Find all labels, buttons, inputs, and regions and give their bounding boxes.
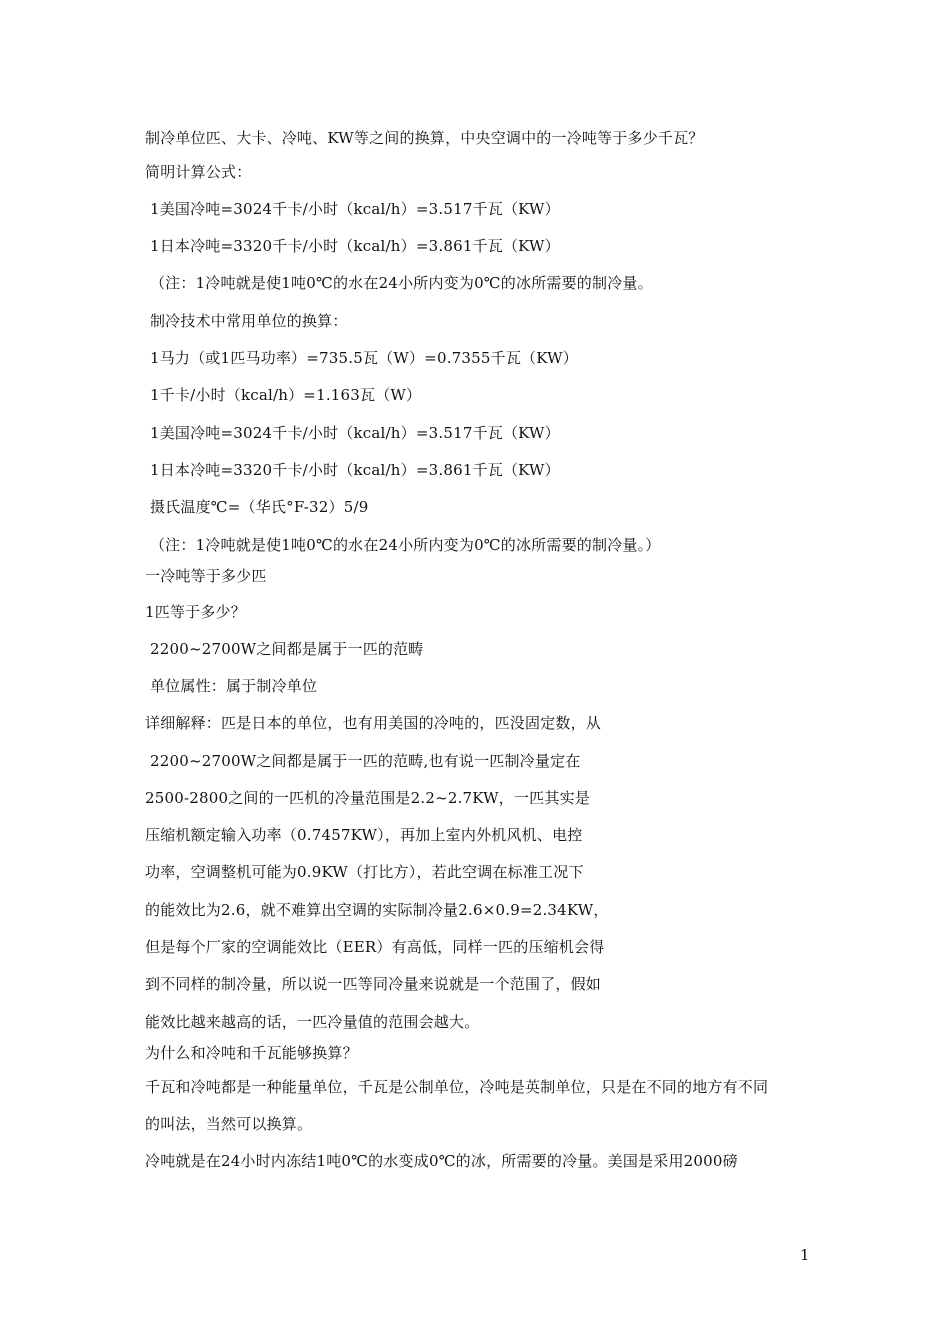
text-line: 的叫法，当然可以换算。 bbox=[145, 1115, 313, 1133]
text-line: 2200~2700W之间都是属于一匹的范畴,也有说一匹制冷量定在 bbox=[145, 752, 581, 770]
text-line: 2500-2800之间的一匹机的冷量范围是2.2~2.7KW，一匹其实是 bbox=[145, 789, 590, 807]
text-line: 冷吨就是在24小时内冻结1吨0℃的水变成0℃的冰，所需要的冷量。美国是采用2000磅 bbox=[145, 1152, 738, 1170]
text-line: 1日本冷吨=3320千卡/小时（kcal/h）=3.861千瓦（KW） bbox=[145, 461, 560, 479]
text-line: 详细解释：匹是日本的单位，也有用美国的冷吨的，匹没固定数，从 bbox=[145, 714, 602, 732]
text-line: 2200~2700W之间都是属于一匹的范畴 bbox=[145, 640, 424, 658]
text-line: 1美国冷吨=3024千卡/小时（kcal/h）=3.517千瓦（KW） bbox=[145, 200, 560, 218]
page-number: 1 bbox=[800, 1246, 810, 1264]
text-line: 的能效比为2.6，就不难算出空调的实际制冷量2.6×0.9=2.34KW， bbox=[145, 901, 609, 919]
text-line: 千瓦和冷吨都是一种能量单位，千瓦是公制单位，冷吨是英制单位，只是在不同的地方有不同 bbox=[145, 1078, 769, 1096]
text-line: 能效比越来越高的话，一匹冷量值的范围会越大。 bbox=[145, 1013, 480, 1031]
text-line: 简明计算公式： bbox=[145, 163, 252, 181]
text-line: 1日本冷吨=3320千卡/小时（kcal/h）=3.861千瓦（KW） bbox=[145, 237, 560, 255]
text-line: 摄氏温度℃=（华氏°F-32）5/9 bbox=[145, 498, 369, 516]
text-line: 但是每个厂家的空调能效比（EER）有高低，同样一匹的压缩机会得 bbox=[145, 938, 605, 956]
text-line: 1匹等于多少？ bbox=[145, 603, 246, 621]
text-line: 单位属性：属于制冷单位 bbox=[145, 677, 318, 695]
text-line: 压缩机额定输入功率（0.7457KW），再加上室内外机风机、电控 bbox=[145, 826, 583, 844]
text-line: 一冷吨等于多少匹 bbox=[145, 567, 267, 585]
text-line: 功率，空调整机可能为0.9KW（打比方），若此空调在标准工况下 bbox=[145, 863, 584, 881]
text-line: （注：1冷吨就是使1吨0℃的水在24小所内变为0℃的冰所需要的制冷量。） bbox=[145, 536, 661, 554]
text-line: 制冷单位匹、大卡、冷吨、KW等之间的换算，中央空调中的一冷吨等于多少千瓦？ bbox=[145, 129, 704, 147]
text-line: 1千卡/小时（kcal/h）=1.163瓦（W） bbox=[145, 386, 422, 404]
text-line: 1马力（或1匹马功率）=735.5瓦（W）=0.7355千瓦（KW） bbox=[145, 349, 578, 367]
text-line: 1美国冷吨=3024千卡/小时（kcal/h）=3.517千瓦（KW） bbox=[145, 424, 560, 442]
text-line: 为什么和冷吨和千瓦能够换算？ bbox=[145, 1044, 358, 1062]
text-line: （注：1冷吨就是使1吨0℃的水在24小所内变为0℃的冰所需要的制冷量。 bbox=[145, 274, 653, 292]
text-line: 到不同样的制冷量，所以说一匹等同冷量来说就是一个范围了，假如 bbox=[145, 975, 602, 993]
text-line: 制冷技术中常用单位的换算： bbox=[145, 312, 348, 330]
